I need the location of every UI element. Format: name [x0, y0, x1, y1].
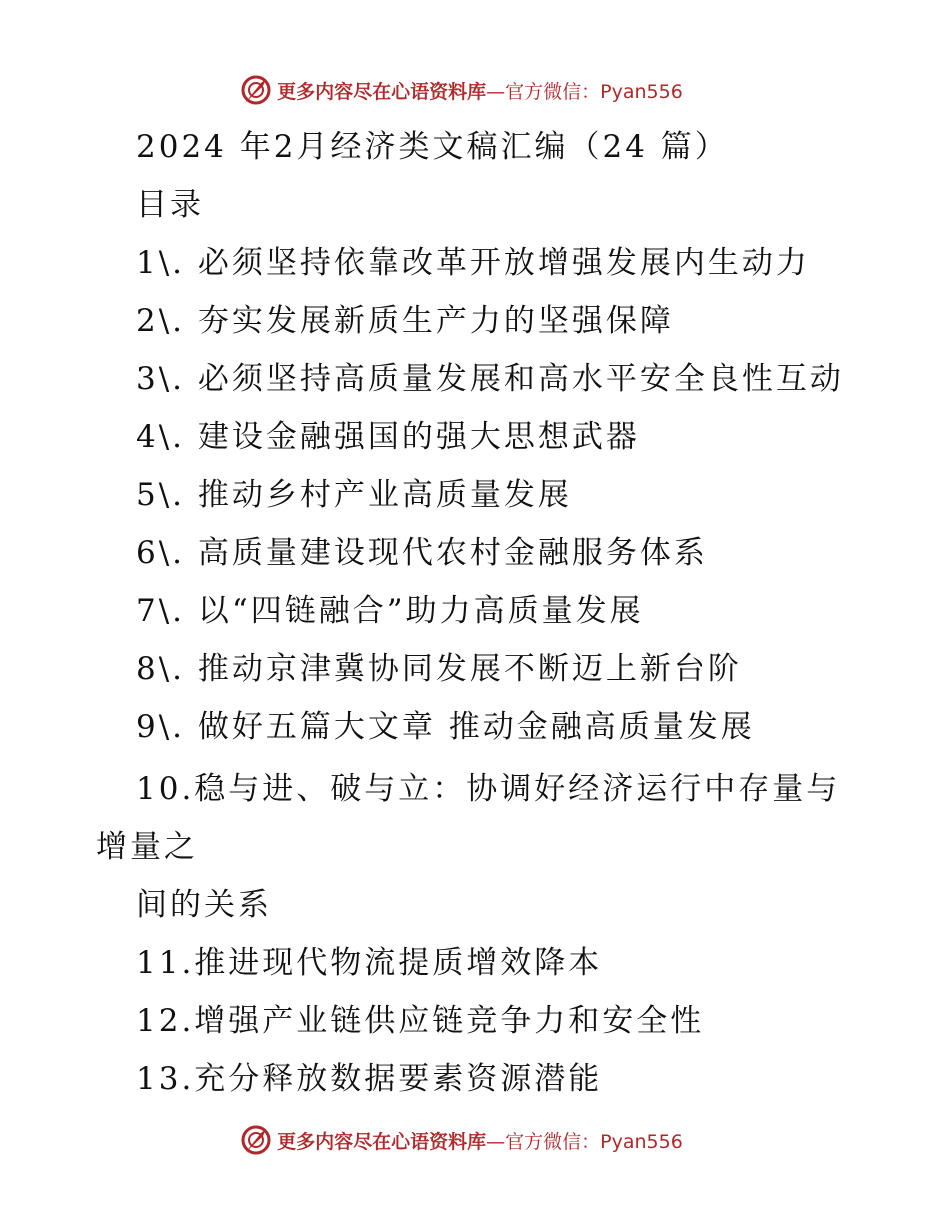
toc-item: 11.推进现代物流提质增效降本 [136, 945, 603, 981]
watermark-text [277, 1127, 683, 1154]
toc-item: 2\. 夯实发展新质生产力的坚强保障 [136, 303, 674, 339]
toc-item: 5\. 推动乡村产业高质量发展 [136, 477, 572, 513]
toc-item: 12.增强产业链供应链竞争力和安全性 [136, 1003, 705, 1039]
quill-logo-icon [239, 1123, 273, 1157]
watermark-main: 更多内容尽在心语资料库 [277, 80, 487, 103]
watermark-contact: 官方微信：Pyan556 [505, 80, 683, 103]
quill-logo-icon [239, 73, 273, 107]
toc-heading: 目录 [136, 187, 204, 223]
footer-watermark [0, 1120, 950, 1160]
watermark-separator: — [486, 1130, 506, 1153]
toc-item: 13.充分释放数据要素资源潜能 [136, 1061, 603, 1097]
header-watermark [0, 70, 950, 110]
toc-item-continuation: 间的关系 [136, 887, 272, 923]
toc-item: 8\. 推动京津冀协同发展不断迈上新台阶 [136, 651, 742, 687]
toc-item: 6\. 高质量建设现代农村金融服务体系 [136, 535, 708, 571]
document-title: 2024 年2月经济类文稿汇编（24 篇） [136, 129, 729, 165]
toc-item: 1\. 必须坚持依靠改革开放增强发展内生动力 [136, 245, 810, 281]
toc-item-continuation: 增量之 [96, 829, 198, 865]
watermark-separator: — [486, 80, 506, 103]
watermark-contact: 官方微信：Pyan556 [505, 1130, 683, 1153]
toc-item: 7\. 以“四链融合”助力高质量发展 [136, 593, 644, 629]
toc-item: 9\. 做好五篇大文章 推动金融高质量发展 [136, 709, 755, 745]
watermark-main: 更多内容尽在心语资料库 [277, 1130, 487, 1153]
toc-item: 10.稳与进、破与立：协调好经济运行中存量与 [136, 771, 841, 807]
toc-item: 3\. 必须坚持高质量发展和高水平安全良性互动 [136, 361, 844, 397]
toc-item: 4\. 建设金融强国的强大思想武器 [136, 419, 640, 455]
watermark-text [277, 77, 683, 104]
